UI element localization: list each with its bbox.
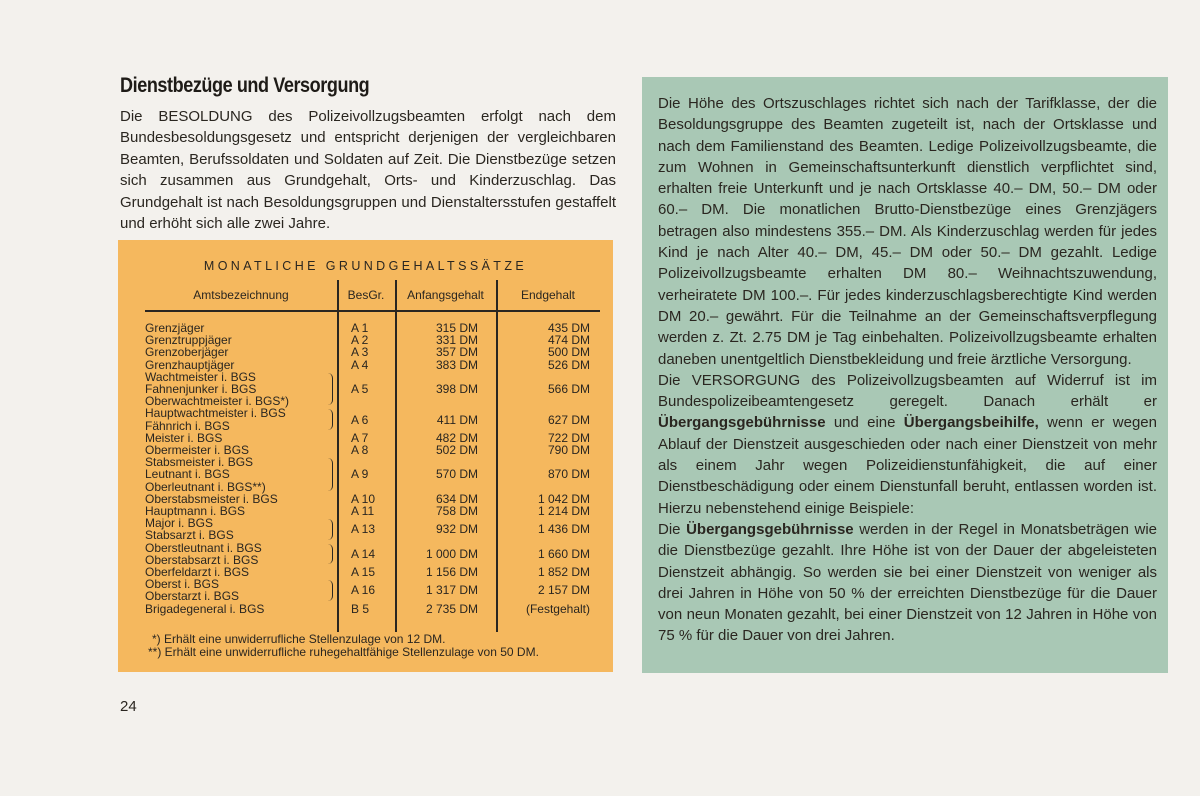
rank-name: Obermeister i. BGS <box>145 443 250 458</box>
header-cell: Anfangsgehalt <box>407 288 484 302</box>
end-salary: 1 042 DM <box>537 491 590 506</box>
start-salary: 570 DM <box>435 467 478 482</box>
pay-grade: A 15 <box>351 565 376 580</box>
header-cell: BesGr. <box>347 288 385 302</box>
versorgung-paragraph <box>658 370 1157 519</box>
start-salary: 502 DM <box>435 443 478 458</box>
text: Die VERSORGUNG des Polizeivollzugsbeamten auf Widerruf ist im Bundespolizeibeamtengesetz geregelt. Danach erhält er <box>658 371 1157 411</box>
start-salary: 758 DM <box>435 504 478 519</box>
start-salary: 357 DM <box>435 345 478 360</box>
start-salary: 398 DM <box>435 382 478 397</box>
rank-name: Oberstabsmeister i. BGS <box>145 491 278 506</box>
end-salary: 722 DM <box>547 430 590 445</box>
page-number: 24 <box>120 698 137 715</box>
start-salary: 482 DM <box>435 430 478 445</box>
table-row <box>145 542 600 566</box>
start-salary: 411 DM <box>436 412 478 427</box>
end-salary: 627 DM <box>547 412 590 427</box>
text: wenn er wegen Ablauf der Dienstzeit ausgeschieden oder nach einer Dienstzeit von mehr als einem Jahr wegen Polizeidienstunfähigkeit, die auf einer Dienstbeschädigung oder einem Dienstunfall beruht, entlassen worden ist. Hierzu nebenstehend einige Beispiele: <box>658 414 1157 517</box>
footnote: *) Erhält eine unwiderrufliche Stellenzulage von 12 DM. <box>152 632 446 646</box>
pay-grade: A 16 <box>351 583 376 598</box>
table-row <box>145 346 600 358</box>
rank-name: Wachtmeister i. BGS <box>145 369 256 384</box>
pay-grade: A 3 <box>351 345 369 360</box>
column-divider <box>395 280 397 632</box>
start-salary: 315 DM <box>435 321 478 335</box>
pay-grade: A 4 <box>351 357 369 372</box>
start-salary: 932 DM <box>435 522 478 537</box>
header-cell: Amtsbezeichnung <box>193 288 289 302</box>
end-salary: 870 DM <box>547 467 590 482</box>
table-row <box>145 407 600 431</box>
rank-names <box>145 517 337 541</box>
page-heading: Dienstbezüge und Versorgung <box>120 74 370 97</box>
rank-names <box>145 456 337 493</box>
rank-names <box>145 578 337 602</box>
rank-name: Hauptwachtmeister i. BGS <box>145 406 286 421</box>
column-divider <box>337 280 339 632</box>
rank-name: Oberstabsarzt i. BGS <box>145 552 259 567</box>
info-text <box>658 93 1157 647</box>
end-salary: 2 157 DM <box>537 583 590 598</box>
start-salary: 2 735 DM <box>425 601 478 616</box>
table-body <box>145 312 600 615</box>
rank-name: Oberfeldarzt i. BGS <box>145 565 250 580</box>
pay-grade: A 9 <box>351 467 369 482</box>
pay-grade: B 5 <box>351 601 370 616</box>
pay-grade: A 5 <box>351 382 369 397</box>
pay-grade: A 11 <box>351 504 375 519</box>
table-footnotes <box>148 633 539 658</box>
end-salary: 474 DM <box>547 333 590 348</box>
group-brace <box>328 519 333 539</box>
table-row <box>145 371 600 408</box>
table-row <box>145 505 600 517</box>
end-salary: 1 660 DM <box>537 546 590 561</box>
group-brace <box>328 544 333 564</box>
rank-name: Stabsarzt i. BGS <box>145 528 234 543</box>
end-salary: 1 852 DM <box>537 565 590 580</box>
rank-name: Leutnant i. BGS <box>145 467 230 482</box>
rank-name: Grenzjäger <box>145 321 205 335</box>
rank-names <box>145 359 337 371</box>
start-salary: 634 DM <box>435 491 478 506</box>
rank-names <box>145 346 337 358</box>
pay-grade: A 10 <box>351 491 376 506</box>
rank-name: Oberst i. BGS <box>145 577 220 592</box>
rank-name: Major i. BGS <box>145 516 214 531</box>
end-salary: (Festgehalt) <box>525 601 590 616</box>
pay-grade: A 14 <box>351 546 376 561</box>
end-salary: 1 436 DM <box>537 522 590 537</box>
salary-table-box <box>118 240 613 672</box>
group-brace <box>328 373 333 406</box>
rank-names <box>145 542 337 566</box>
end-salary: 1 214 DM <box>537 504 590 519</box>
rank-names <box>145 407 337 431</box>
info-box <box>642 77 1168 673</box>
pay-grade: A 1 <box>351 321 369 335</box>
table-row <box>145 603 600 615</box>
intro-paragraph: Die BESOLDUNG des Polizeivollzugsbeamten erfolgt nach dem Bundesbesoldungsgesetz und entspricht derjenigen der vergleichbaren Beamten, Berufssoldaten und Soldaten auf Zeit. Die Dienstbezüge setzen sich zusammen aus Grundgehalt, Orts- und Kinderzuschlag. Das Grundgehalt ist nach Besoldungsgruppen und Dienstaltersstufen gestaffelt und erhöht sich alle zwei Jahre. <box>120 108 616 233</box>
start-salary: 1 000 DM <box>425 546 478 561</box>
rank-name: Hauptmann i. BGS <box>145 504 246 519</box>
end-salary: 790 DM <box>547 443 590 458</box>
rank-name: Stabsmeister i. BGS <box>145 455 254 470</box>
text: Die <box>658 520 687 538</box>
table-row <box>145 578 600 602</box>
pay-grade: A 7 <box>351 430 369 445</box>
rank-name: Grenztruppjäger <box>145 333 232 348</box>
group-brace <box>328 458 333 491</box>
rank-name: Oberstleutnant i. BGS <box>145 540 262 555</box>
end-salary: 566 DM <box>547 382 590 397</box>
rank-name: Meister i. BGS <box>145 430 223 445</box>
pay-grade: A 8 <box>351 443 369 458</box>
start-salary: 1 156 DM <box>425 565 478 580</box>
rank-name: Fähnrich i. BGS <box>145 418 230 433</box>
salary-table <box>145 280 600 615</box>
rank-name: Grenzoberjäger <box>145 345 229 360</box>
rank-names <box>145 603 337 615</box>
bold-term: Übergangsbeihilfe, <box>903 414 1039 432</box>
start-salary: 331 DM <box>435 333 478 348</box>
rank-name: Grenzhauptjäger <box>145 357 235 372</box>
text: werden in der Regel in Monatsbeträgen wie die Dienstbezüge gezahlt. Ihre Höhe ist von der Dauer der abgeleisteten Dienstzeit abhängig. So werden sie bei einer Dienstzeit von weniger als drei Jahren in Höhe von 50 % der erreichten Dienstbezüge für die Dauer von neun Monaten gezahlt, bei einer Dienstzeit von 12 Jahren in Höhe von 75 % für die Dauer von drei Jahren. <box>658 520 1157 645</box>
rank-names <box>145 371 337 408</box>
column-divider <box>496 280 498 632</box>
table-header <box>145 280 600 312</box>
rank-name: Oberleutnant i. BGS**) <box>145 479 266 494</box>
pay-grade: A 2 <box>351 333 369 348</box>
end-salary: 500 DM <box>547 345 590 360</box>
end-salary: 526 DM <box>547 357 590 372</box>
rank-name: Brigadegeneral i. BGS <box>145 601 265 616</box>
bold-term: Übergangsgebührnisse <box>686 520 854 538</box>
rank-name: Fahnenjunker i. BGS <box>145 382 257 397</box>
bold-term: Übergangsgebührnisse <box>658 414 826 432</box>
table-title: MONATLICHE GRUNDGEHALTSSÄTZE <box>203 259 528 273</box>
rank-name: Oberwachtmeister i. BGS*) <box>145 394 290 409</box>
table-row <box>145 359 600 371</box>
ortszuschlag-paragraph: Die Höhe des Ortszuschlages richtet sich nach der Tarifklasse, der die Besoldungsgruppe des Beamten zugeteilt ist, nach der Ortsklasse und nach dem Familienstand des Beamten. Ledige Polizeivollzugsbeamte, die zum Wohnen in Gemeinschaftsunterkunft dienstlich verpflichtet sind, erhalten freie Unterkunft und je nach Ortsklasse 40.– DM, 50.– DM oder 60.– DM. Die monatlichen Brutto-Dienstbezüge eines Grenzjägers betragen also mindestens 355.– DM. Als Kinderzuschlag werden für jedes Kind je nach Alter 40.– DM, 45.– DM oder 50.– DM gezahlt. Ledige Polizeivollzugsbeamte erhalten DM 80.– Weihnachtszuwendung, verheiratete DM 100.–. Für jedes kinderzuschlagsberechtigte Kind werden DM 20.– gewährt. Für die Teilnahme an der Gemeinschaftsverpflegung werden z. Zt. 2.75 DM je Tag einbehalten. Polizeivollzugsbeamte erhalten daneben unentgeltlich Dienstbekleidung und freie ärztliche Versorgung. <box>658 95 1157 368</box>
start-salary: 383 DM <box>435 357 478 372</box>
header-cell: Endgehalt <box>520 288 576 302</box>
end-salary: 435 DM <box>547 321 590 335</box>
rank-name: Oberstarzt i. BGS <box>145 589 240 604</box>
footnote: **) Erhält eine unwiderrufliche ruhegehaltfähige Stellenzulage von 50 DM. <box>148 644 539 659</box>
text: und eine <box>825 414 904 432</box>
group-brace <box>328 409 333 429</box>
uebergangsgebuehrnisse-paragraph <box>658 519 1157 647</box>
start-salary: 1 317 DM <box>425 583 478 598</box>
pay-grade: A 13 <box>351 522 376 537</box>
pay-grade: A 6 <box>351 412 369 427</box>
table-row <box>145 456 600 493</box>
group-brace <box>328 580 333 600</box>
table-row <box>145 517 600 541</box>
